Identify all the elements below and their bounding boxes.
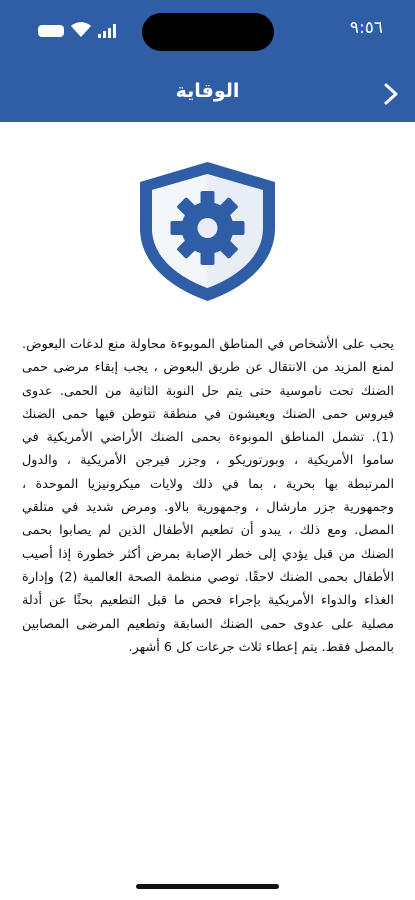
chevron-right-icon <box>379 80 403 108</box>
shield-gear-icon <box>136 160 279 303</box>
page-title: الوقاية <box>175 80 240 102</box>
camera-notch <box>142 13 274 51</box>
battery-icon <box>38 25 64 37</box>
status-bar <box>0 0 415 60</box>
status-time: ٩:٥٦ <box>349 18 383 38</box>
article-text: يجب على الأشخاص في المناطق الموبوءة محاولة منع لدغات البعوض. لمنع المزيد من الانتقال عن طريق البعوض ، يجب إبقاء مرضى حمى الضنك تحت ناموسية حتى يتم حل النوبة الثانية من الحمى. عدوى فيروس حمى الضنك ويعيشون في منطقة تتوطن فيها حمى الضنك (1). تشمل المناطق الموبوءة بحمى الضنك الأراضي الأمريكية في ساموا الأمريكية ، وبورتوريكو ، وجزر فيرجن الأمريكية ، والدول المرتبطة بها بحرية ، بما في ذلك ولايات ميكرونيزيا الموحدة ، وجمهورية جزر مارشال ، وجمهورية بالاو. ومرض شديد في متلقي المصل. ومع ذلك ، يبدو أن تطعيم الأطفال الذين لم يصابوا بحمى الضنك من قبل يؤدي إلى خطر الإصابة بمرض أكثر خطورة إذا أصيب الأطفال بحمى الضنك لاحقًا. توصي منظمة الصحة العالمية (2) وإدارة الغذاء والدواء الأمريكية بإجراء فحص ما قبل التطعيم بحثًا عن أدلة مصلية على عدوى حمى الضنك السابقة وتطعيم المرضى المصابين بالمصل فقط. يتم إعطاء ثلاث جرعات كل 6 أشهر. <box>22 337 394 655</box>
home-indicator[interactable] <box>136 884 279 889</box>
wifi-icon <box>70 22 92 38</box>
app-header <box>0 0 415 122</box>
back-button[interactable] <box>379 80 403 108</box>
cellular-signal-icon <box>98 24 120 38</box>
